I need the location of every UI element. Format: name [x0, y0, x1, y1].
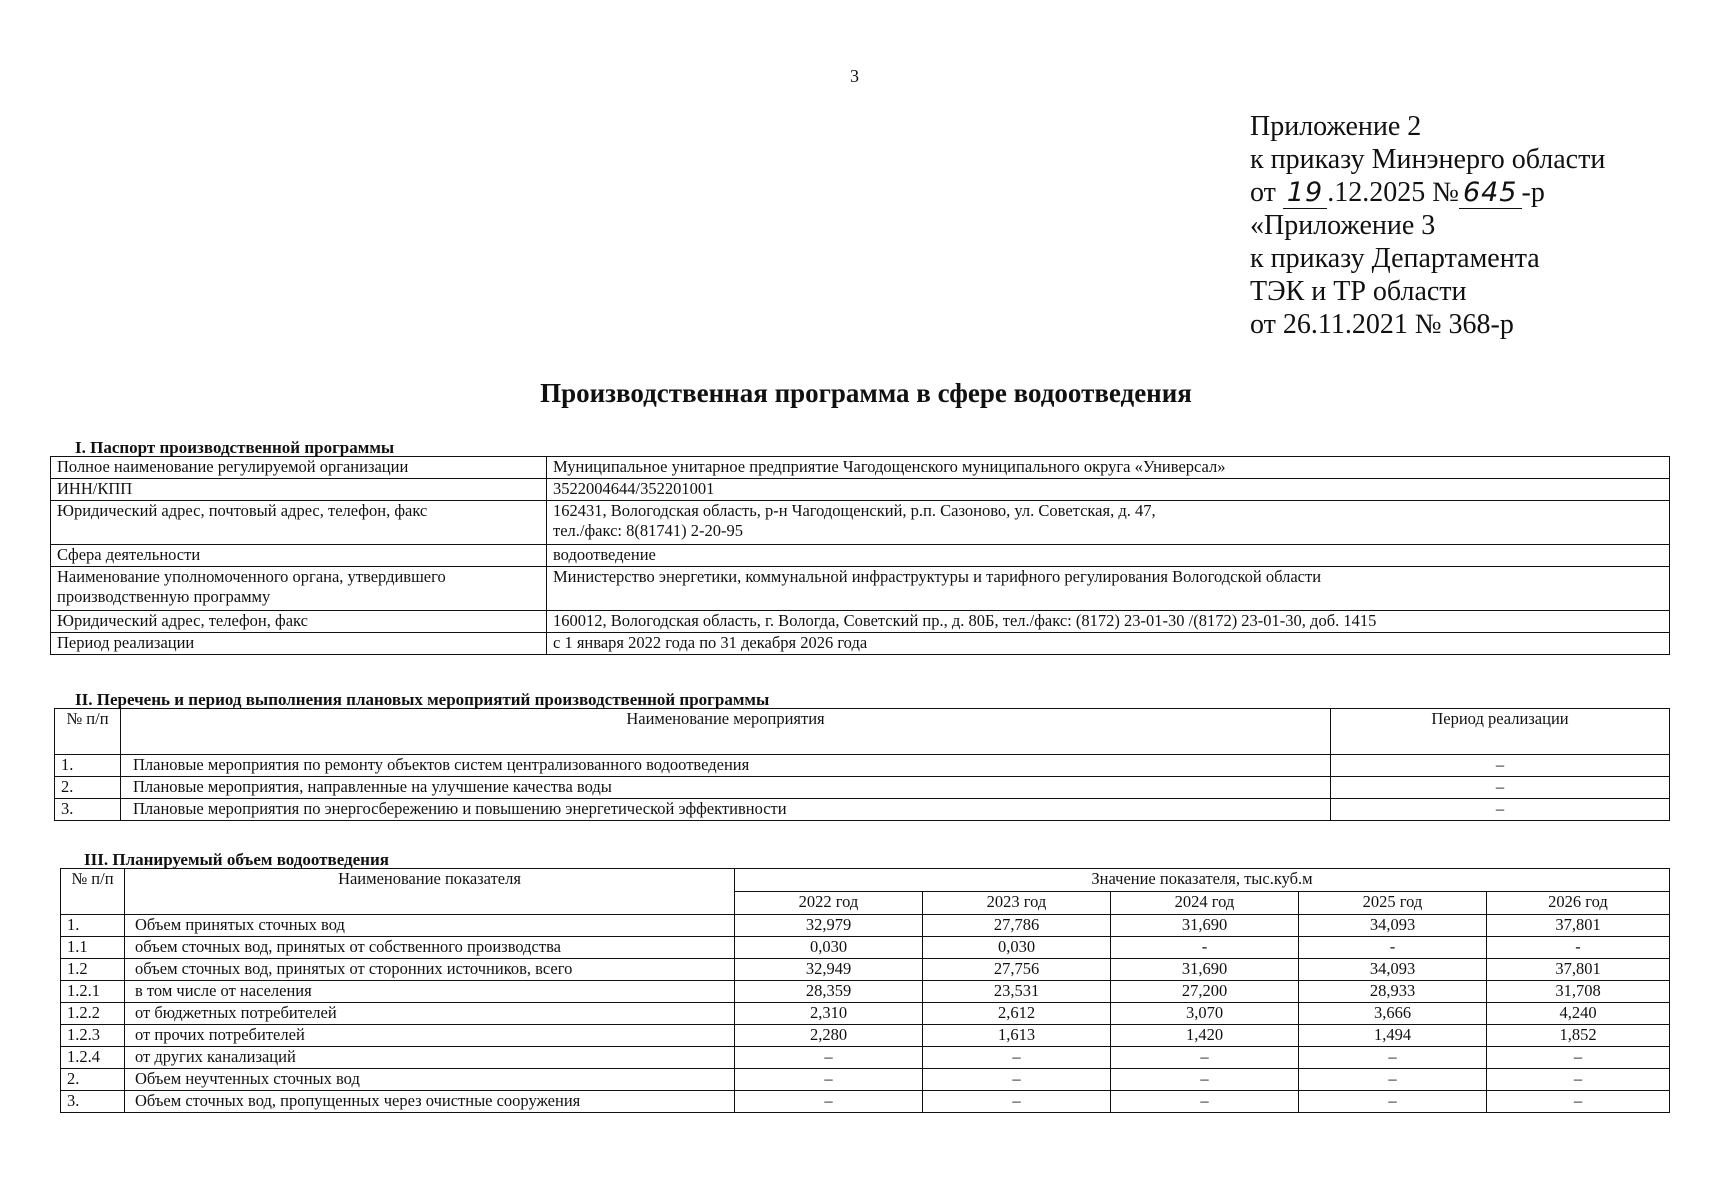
row-num: 3. [61, 1091, 125, 1113]
measure-name: Плановые мероприятия, направленные на улучшение качества воды [121, 777, 1331, 799]
passport-label: Наименование уполномоченного органа, утвердившего производственную программу [51, 567, 547, 611]
passport-label: ИНН/КПП [51, 479, 547, 501]
appendix-line-4: «Приложение 3 [1250, 210, 1436, 241]
table-row [61, 1025, 1670, 1047]
indicator-name: от прочих потребителей [125, 1025, 735, 1047]
indicator-value: – [1299, 1069, 1487, 1091]
indicator-value: 37,801 [1487, 915, 1670, 937]
handwritten-number: 645 [1459, 177, 1522, 209]
indicator-value: 34,093 [1299, 915, 1487, 937]
appendix-block [1250, 110, 1605, 341]
indicator-value: 28,933 [1299, 981, 1487, 1003]
table-row [55, 799, 1670, 821]
row-num: 1.2 [61, 959, 125, 981]
passport-label: Юридический адрес, почтовый адрес, телефон, факс [51, 501, 547, 545]
row-num: 1.2.1 [61, 981, 125, 1003]
row-num: 2. [61, 1069, 125, 1091]
indicator-value: 31,690 [1111, 915, 1299, 937]
header-year: 2025 год [1299, 892, 1487, 915]
table-row [61, 981, 1670, 1003]
document-title: Производственная программа в сфере водоотведения [540, 378, 1192, 408]
indicator-value: 34,093 [1299, 959, 1487, 981]
indicator-value: 1,613 [923, 1025, 1111, 1047]
section-1-title: I. Паспорт производственной программы [75, 438, 395, 457]
table-row [61, 1003, 1670, 1025]
indicator-name: объем сточных вод, принятых от сторонних источников, всего [125, 959, 735, 981]
volume-table [60, 868, 1670, 1113]
indicator-value: 3,070 [1111, 1003, 1299, 1025]
header-indicator-name: Наименование показателя [125, 869, 735, 915]
indicator-name: от других канализаций [125, 1047, 735, 1069]
indicator-value: 28,359 [735, 981, 923, 1003]
indicator-value: - [1111, 937, 1299, 959]
indicator-value: – [1299, 1047, 1487, 1069]
indicator-value: – [923, 1091, 1111, 1113]
measure-period: – [1331, 777, 1670, 799]
table-row [61, 959, 1670, 981]
passport-table [50, 456, 1670, 655]
row-num: 3. [55, 799, 121, 821]
header-num: № п/п [61, 869, 125, 915]
section-2-title: II. Перечень и период выполнения плановых мероприятий производственной программы [75, 690, 770, 709]
table-row [55, 777, 1670, 799]
header-num: № п/п [55, 709, 121, 755]
measure-name: Плановые мероприятия по энергосбережению и повышению энергетической эффективности [121, 799, 1331, 821]
indicator-value: – [923, 1047, 1111, 1069]
table-row [61, 915, 1670, 937]
passport-value: 3522004644/352201001 [547, 479, 1670, 501]
passport-label: Юридический адрес, телефон, факс [51, 611, 547, 633]
indicator-value: 2,612 [923, 1003, 1111, 1025]
indicator-value: 23,531 [923, 981, 1111, 1003]
appendix-date-prefix: от [1250, 177, 1276, 208]
appendix-line-6: ТЭК и ТР области [1250, 276, 1467, 307]
indicator-value: 31,690 [1111, 959, 1299, 981]
table-row [51, 545, 1670, 567]
table-row [55, 755, 1670, 777]
passport-value [547, 501, 1670, 545]
appendix-line-5: к приказу Департамента [1250, 243, 1540, 274]
table-row [61, 1069, 1670, 1091]
appendix-line-2: к приказу Минэнерго области [1250, 144, 1606, 175]
appendix-line-7: от 26.11.2021 № 368-р [1250, 309, 1514, 340]
handwritten-day: 19 [1283, 177, 1327, 209]
measure-period: – [1331, 755, 1670, 777]
indicator-value: 32,949 [735, 959, 923, 981]
table-row [51, 457, 1670, 479]
table-row [61, 1047, 1670, 1069]
header-year: 2024 год [1111, 892, 1299, 915]
passport-label: Период реализации [51, 633, 547, 655]
indicator-value: 27,756 [923, 959, 1111, 981]
indicator-name: Объем неучтенных сточных вод [125, 1069, 735, 1091]
passport-value-line: тел./факс: 8(81741) 2-20-95 [553, 521, 743, 540]
header-year: 2022 год [735, 892, 923, 915]
table-row [51, 611, 1670, 633]
section-3-title: III. Планируемый объем водоотведения [84, 850, 389, 869]
indicator-value: 32,979 [735, 915, 923, 937]
indicator-name: Объем сточных вод, пропущенных через очистные сооружения [125, 1091, 735, 1113]
row-num: 1. [55, 755, 121, 777]
appendix-number-suffix: -р [1521, 177, 1545, 208]
indicator-value: – [1111, 1069, 1299, 1091]
indicator-value: – [735, 1047, 923, 1069]
page-number: 3 [850, 66, 859, 86]
indicator-value: – [1487, 1091, 1670, 1113]
appendix-line-1: Приложение 2 [1250, 111, 1422, 142]
table-row [51, 501, 1670, 545]
indicator-name: от бюджетных потребителей [125, 1003, 735, 1025]
header-period: Период реализации [1331, 709, 1670, 755]
header-value-group: Значение показателя, тыс.куб.м [735, 869, 1670, 892]
indicator-value: 1,420 [1111, 1025, 1299, 1047]
table-row [51, 567, 1670, 611]
table-row [55, 709, 1670, 755]
row-num: 1. [61, 915, 125, 937]
table-row [61, 1091, 1670, 1113]
passport-value-line: 162431, Вологодская область, р-н Чагодощенский, р.п. Сазоново, ул. Советская, д. 47, [553, 501, 1156, 520]
indicator-value: – [735, 1091, 923, 1113]
indicator-value: 2,280 [735, 1025, 923, 1047]
indicator-value: – [1111, 1047, 1299, 1069]
indicator-value: – [1487, 1069, 1670, 1091]
measure-period: – [1331, 799, 1670, 821]
table-row [61, 937, 1670, 959]
indicator-value: - [1299, 937, 1487, 959]
indicator-value: 1,494 [1299, 1025, 1487, 1047]
indicator-value: – [1299, 1091, 1487, 1113]
indicator-value: - [1487, 937, 1670, 959]
indicator-value: – [1111, 1091, 1299, 1113]
indicator-value: 27,200 [1111, 981, 1299, 1003]
indicator-value: – [735, 1069, 923, 1091]
appendix-line-3 [1250, 176, 1605, 209]
indicator-name: Объем принятых сточных вод [125, 915, 735, 937]
table-row [61, 869, 1670, 892]
table-row [51, 633, 1670, 655]
passport-value: Муниципальное унитарное предприятие Чагодощенского муниципального округа «Универсал» [547, 457, 1670, 479]
indicator-value: – [923, 1069, 1111, 1091]
passport-value: Министерство энергетики, коммунальной инфраструктуры и тарифного регулирования Вологодской области [547, 567, 1670, 611]
header-measure-name: Наименование мероприятия [121, 709, 1331, 755]
indicator-value: 37,801 [1487, 959, 1670, 981]
indicator-value: 2,310 [735, 1003, 923, 1025]
indicator-value: – [1487, 1047, 1670, 1069]
row-num: 1.2.2 [61, 1003, 125, 1025]
indicator-value: 0,030 [923, 937, 1111, 959]
row-num: 1.2.4 [61, 1047, 125, 1069]
passport-value: с 1 января 2022 года по 31 декабря 2026 года [547, 633, 1670, 655]
table-row [51, 479, 1670, 501]
indicator-value: 31,708 [1487, 981, 1670, 1003]
indicator-value: 4,240 [1487, 1003, 1670, 1025]
appendix-date: .12.2025 № [1327, 177, 1459, 208]
indicator-value: 1,852 [1487, 1025, 1670, 1047]
indicator-value: 0,030 [735, 937, 923, 959]
indicator-value: 27,786 [923, 915, 1111, 937]
passport-value: 160012, Вологодская область, г. Вологда, Советский пр., д. 80Б, тел./факс: (8172) 23-01-30 /(8172) 23-01-30, доб. 1415 [547, 611, 1670, 633]
passport-value: водоотведение [547, 545, 1670, 567]
indicator-value: 3,666 [1299, 1003, 1487, 1025]
indicator-name: в том числе от населения [125, 981, 735, 1003]
measure-name: Плановые мероприятия по ремонту объектов систем централизованного водоотведения [121, 755, 1331, 777]
passport-label: Полное наименование регулируемой организации [51, 457, 547, 479]
row-num: 1.1 [61, 937, 125, 959]
row-num: 1.2.3 [61, 1025, 125, 1047]
indicator-name: объем сточных вод, принятых от собственного производства [125, 937, 735, 959]
header-year: 2026 год [1487, 892, 1670, 915]
measures-table [54, 708, 1670, 821]
passport-label: Сфера деятельности [51, 545, 547, 567]
row-num: 2. [55, 777, 121, 799]
header-year: 2023 год [923, 892, 1111, 915]
